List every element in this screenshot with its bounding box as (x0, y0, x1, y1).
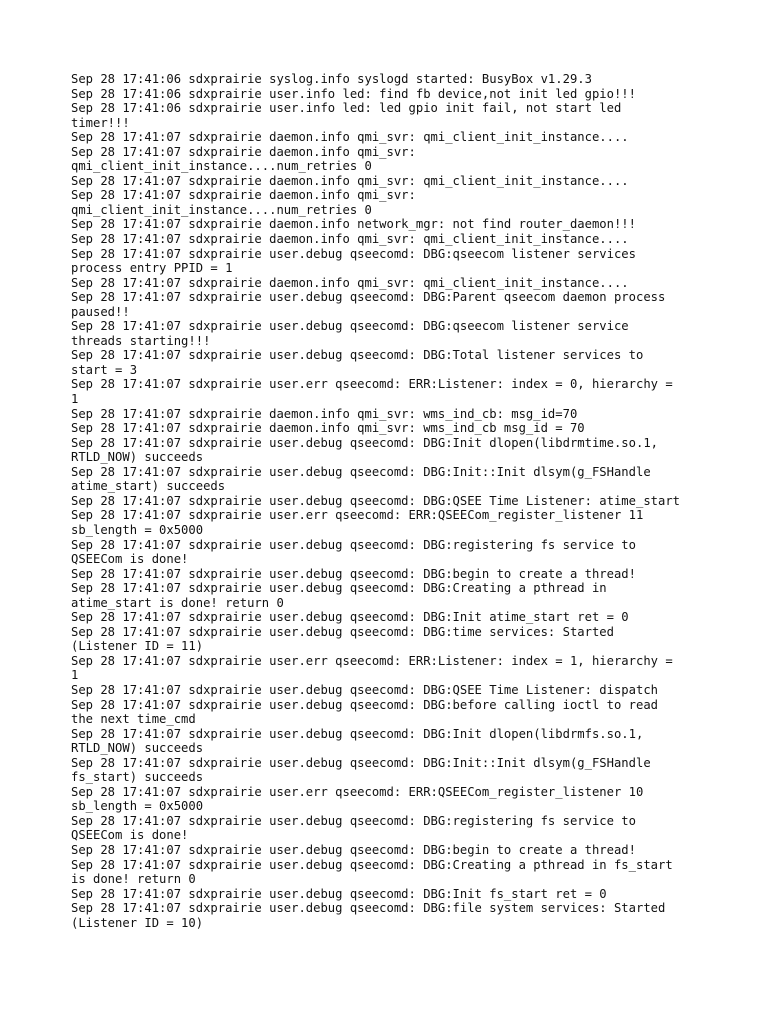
log-line: atime_start is done! return 0 (71, 595, 284, 610)
log-line: Sep 28 17:41:07 sdxprairie user.debug qseecomd: DBG:qseecom listener service (71, 319, 629, 334)
log-line: Sep 28 17:41:07 sdxprairie daemon.info qmi_svr: (71, 144, 416, 159)
log-line: 1 (71, 668, 79, 683)
log-line: Sep 28 17:41:07 sdxprairie daemon.info qmi_svr: wms_ind_cb: msg_id=70 (71, 406, 578, 421)
log-line: (Listener ID = 11) (71, 639, 204, 654)
log-line: timer!!! (71, 115, 130, 130)
log-line: Sep 28 17:41:07 sdxprairie daemon.info network_mgr: not find router_daemon!!! (71, 217, 636, 232)
log-line: Sep 28 17:41:07 sdxprairie user.debug qseecomd: DBG:Init::Init dlsym(g_FSHandle (71, 755, 651, 770)
log-line: Sep 28 17:41:07 sdxprairie user.debug qseecomd: DBG:QSEE Time Listener: dispatch (71, 682, 658, 697)
log-line: Sep 28 17:41:07 sdxprairie daemon.info qmi_svr: qmi_client_init_instance.... (71, 232, 629, 247)
log-line: Sep 28 17:41:07 sdxprairie user.err qseecomd: ERR:Listener: index = 0, hierarchy = (71, 377, 673, 392)
log-line: 1 (71, 392, 79, 407)
log-line: Sep 28 17:41:07 sdxprairie daemon.info qmi_svr: qmi_client_init_instance.... (71, 173, 629, 188)
log-line: Sep 28 17:41:07 sdxprairie user.debug qseecomd: DBG:Creating a pthread in fs_start (71, 857, 673, 872)
log-line: Sep 28 17:41:07 sdxprairie user.debug qseecomd: DBG:Parent qseecom daemon process (71, 290, 666, 305)
log-line: Sep 28 17:41:07 sdxprairie user.debug qseecomd: DBG:registering fs service to (71, 537, 636, 552)
log-line: Sep 28 17:41:07 sdxprairie daemon.info qmi_svr: wms_ind_cb msg_id = 70 (71, 421, 585, 436)
log-line: Sep 28 17:41:07 sdxprairie user.debug qseecomd: DBG:before calling ioctl to read (71, 697, 658, 712)
log-line: Sep 28 17:41:07 sdxprairie user.debug qseecomd: DBG:begin to create a thread! (71, 842, 636, 857)
log-line: Sep 28 17:41:06 sdxprairie user.info led: find fb device,not init led gpio!!! (71, 86, 636, 101)
log-line: paused!! (71, 304, 130, 319)
document-page (71, 72, 711, 930)
log-line: QSEECom is done! (71, 552, 189, 567)
log-line: (Listener ID = 10) (71, 915, 204, 930)
log-line: Sep 28 17:41:07 sdxprairie daemon.info qmi_svr: qmi_client_init_instance.... (71, 130, 629, 145)
log-line: Sep 28 17:41:07 sdxprairie daemon.info qmi_svr: qmi_client_init_instance.... (71, 275, 629, 290)
log-line: Sep 28 17:41:07 sdxprairie user.debug qseecomd: DBG:time services: Started (71, 624, 614, 639)
log-line: is done! return 0 (71, 872, 196, 887)
log-line: Sep 28 17:41:07 sdxprairie user.debug qseecomd: DBG:Init dlopen(libdrmtime.so.1, (71, 435, 658, 450)
log-line: Sep 28 17:41:07 sdxprairie user.debug qseecomd: DBG:begin to create a thread! (71, 566, 636, 581)
log-line: Sep 28 17:41:07 sdxprairie user.err qseecomd: ERR:Listener: index = 1, hierarchy = (71, 653, 673, 668)
log-line: process entry PPID = 1 (71, 261, 233, 276)
log-line: Sep 28 17:41:07 sdxprairie daemon.info qmi_svr: (71, 188, 416, 203)
log-line: Sep 28 17:41:07 sdxprairie user.debug qseecomd: DBG:Total listener services to (71, 348, 644, 363)
log-line: Sep 28 17:41:07 sdxprairie user.debug qseecomd: DBG:Init dlopen(libdrmfs.so.1, (71, 726, 644, 741)
log-line: QSEECom is done! (71, 828, 189, 843)
log-line: Sep 28 17:41:07 sdxprairie user.err qseecomd: ERR:QSEECom_register_listener 11 (71, 508, 644, 523)
log-line: RTLD_NOW) succeeds (71, 741, 204, 756)
log-line: Sep 28 17:41:07 sdxprairie user.debug qseecomd: DBG:Init fs_start ret = 0 (71, 886, 607, 901)
log-line: Sep 28 17:41:07 sdxprairie user.debug qseecomd: DBG:qseecom listener services (71, 246, 636, 261)
log-line: Sep 28 17:41:06 sdxprairie syslog.info syslogd started: BusyBox v1.29.3 (71, 72, 592, 86)
log-line: RTLD_NOW) succeeds (71, 450, 204, 465)
log-line: atime_start) succeeds (71, 479, 226, 494)
log-line: qmi_client_init_instance....num_retries 0 (71, 202, 372, 217)
log-line: Sep 28 17:41:07 sdxprairie user.debug qseecomd: DBG:Init atime_start ret = 0 (71, 610, 629, 625)
log-line: Sep 28 17:41:06 sdxprairie user.info led: led gpio init fail, not start led (71, 101, 622, 116)
log-text-block (71, 72, 711, 930)
log-line: start = 3 (71, 362, 138, 377)
log-line: Sep 28 17:41:07 sdxprairie user.err qseecomd: ERR:QSEECom_register_listener 10 (71, 784, 644, 799)
log-line: Sep 28 17:41:07 sdxprairie user.debug qseecomd: DBG:Creating a pthread in (71, 581, 607, 596)
log-line: Sep 28 17:41:07 sdxprairie user.debug qseecomd: DBG:QSEE Time Listener: atime_start (71, 493, 681, 508)
log-line: fs_start) succeeds (71, 770, 204, 785)
log-line: the next time_cmd (71, 712, 196, 727)
log-line: Sep 28 17:41:07 sdxprairie user.debug qseecomd: DBG:registering fs service to (71, 813, 636, 828)
log-line: sb_length = 0x5000 (71, 522, 204, 537)
log-line: qmi_client_init_instance....num_retries 0 (71, 159, 372, 174)
log-line: Sep 28 17:41:07 sdxprairie user.debug qseecomd: DBG:Init::Init dlsym(g_FSHandle (71, 464, 651, 479)
log-line: Sep 28 17:41:07 sdxprairie user.debug qseecomd: DBG:file system services: Started (71, 901, 666, 916)
log-line: threads starting!!! (71, 333, 211, 348)
log-line: sb_length = 0x5000 (71, 799, 204, 814)
